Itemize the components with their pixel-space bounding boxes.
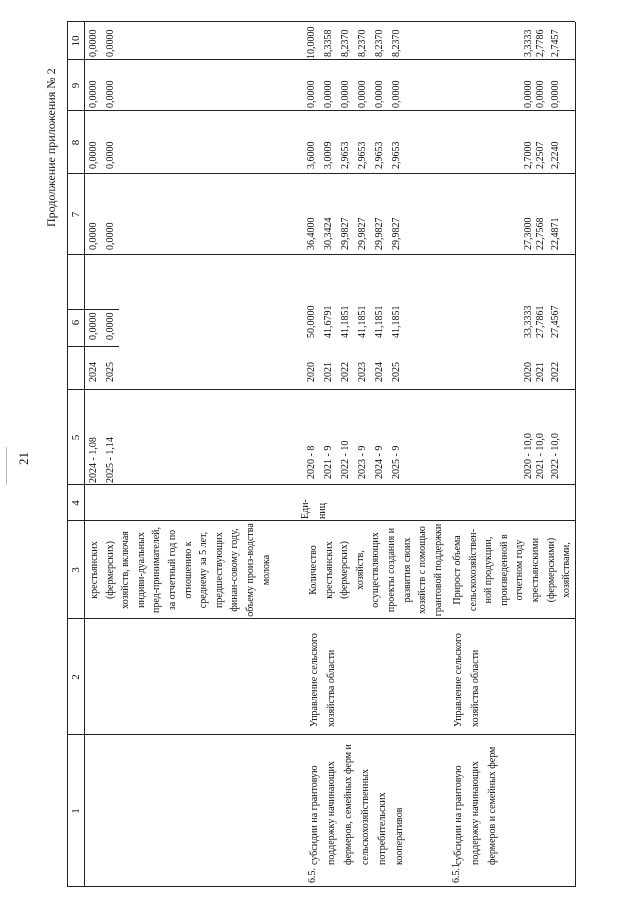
top-row-c9-0: 0,0000 (88, 141, 99, 169)
row-65-c8-2: 29,9827 (340, 217, 351, 250)
col-border-9-10 (67, 59, 575, 60)
top-row-c6-1: 2025 (105, 362, 116, 382)
row-65-c11-1: 8,3358 (323, 29, 334, 57)
row-65-c11-4: 8,2370 (374, 29, 385, 57)
row-65-c5-3: 2023 - 9 (357, 445, 368, 479)
row-65-c10-3: 0,0000 (357, 80, 368, 108)
row-651-c7-0: 33,3333 (523, 305, 534, 338)
row-651-c10-1: 0,0000 (535, 80, 546, 108)
top-row-c10-1: 0,0000 (105, 80, 116, 108)
row-651-c8-2: 22,4871 (550, 217, 561, 250)
row-65-c8-4: 29,9827 (374, 217, 385, 250)
row-651-name: субсидии на грантовую поддержку начинающих фермеров и семейных ферм (453, 746, 498, 865)
col-border-left (67, 886, 575, 887)
col-border-4-5 (67, 484, 575, 485)
row-65-c5-1: 2021 - 9 (323, 445, 334, 479)
row-651-c11-0: 3,3333 (523, 29, 534, 57)
col-border-7-8 (67, 173, 575, 174)
header-col-6: 6 (70, 319, 82, 326)
row-651-c6-0: 2020 (523, 362, 534, 382)
top-row-c7-0: 0,0000 (88, 312, 99, 340)
row-65-c9-5: 2,9653 (391, 141, 402, 169)
col-border-6-7 (67, 254, 575, 255)
row-65-unit: Еди-ниц (300, 499, 328, 519)
row-65-c10-2: 0,0000 (340, 80, 351, 108)
row-65-c10-5: 0,0000 (391, 80, 402, 108)
row-651-c9-2: 2,2240 (550, 141, 561, 169)
continuation-title: Продолжение приложения № 2 (44, 68, 58, 227)
row-65-c10-1: 0,0000 (323, 80, 334, 108)
row-65-number: 6.5. (307, 868, 318, 883)
header-col-7: 7 (70, 211, 82, 218)
col-border-right (67, 21, 575, 22)
scan-artifact (6, 447, 7, 485)
header-col-4: 4 (70, 500, 82, 506)
row-651-number: 6.5.1 (451, 863, 462, 883)
page-number: 21 (16, 452, 31, 465)
row-65-c5-4: 2024 - 9 (374, 445, 385, 479)
col-border-5-6 (67, 389, 575, 390)
row-65-c11-2: 8,2370 (340, 29, 351, 57)
row-65-c6-1: 2021 (323, 362, 334, 382)
top-row-c7-1: 0,0000 (105, 312, 116, 340)
row-65-c9-2: 2,9653 (340, 141, 351, 169)
row-65-c8-5: 29,9827 (391, 217, 402, 250)
row-651-indicator: Прирост объема сельскохозяйствен-ной продукции, произведенной в отчетном году крестьянскими (фермерскими) хозяйствами, (452, 528, 573, 612)
row-65-c7-3: 41,1851 (357, 305, 368, 338)
top-row-c6-0: 2024 (88, 362, 99, 382)
col-border-3-4 (67, 520, 575, 521)
row-651-c11-1: 2,7786 (535, 29, 546, 57)
header-col-1: 1 (70, 808, 82, 814)
top-row-c8-0: 0,0000 (88, 222, 99, 250)
row-65-c6-5: 2025 (391, 362, 402, 382)
row-651-c8-1: 22,7568 (535, 217, 546, 250)
top-row-c11-0: 0,0000 (88, 29, 99, 57)
row-651-c7-2: 27,4567 (550, 305, 561, 338)
row-65-c9-3: 2,9653 (357, 141, 368, 169)
col-border-8-9 (67, 110, 575, 111)
row-651-c11-2: 2,7457 (550, 29, 561, 57)
header-col-5: 5 (70, 434, 82, 441)
row-65-c6-4: 2024 (374, 362, 385, 382)
header-col-2: 2 (70, 674, 82, 680)
header-col-9: 9 (70, 82, 82, 89)
top-row-c10-0: 0,0000 (88, 80, 99, 108)
row-651-c5-1: 2021 - 10,0 (535, 433, 546, 479)
row-651-c10-2: 0,0000 (550, 80, 561, 108)
row-651-c5-0: 2020 - 10,0 (523, 433, 534, 479)
row-65-c9-0: 3,6000 (306, 141, 317, 169)
row-65-c9-4: 2,9653 (374, 141, 385, 169)
table-border-bottom (575, 22, 576, 887)
top-row-c8-1: 0,0000 (105, 222, 116, 250)
row-65-c5-0: 2020 - 8 (306, 445, 317, 479)
row-651-c6-2: 2022 (550, 362, 561, 382)
row-651-c5-2: 2022 - 10,0 (550, 433, 561, 479)
top-row-c11-1: 0,0000 (105, 29, 116, 57)
row-65-name: субсидии на грантовую поддержку начинающих фермеров, семейных ферм и сельскохозяйственных потребительских кооперативов (309, 744, 405, 865)
row-65-c6-0: 2020 (306, 362, 317, 382)
col-border-1-2 (67, 734, 575, 735)
row-65-c11-0: 10,0000 (306, 26, 317, 59)
row-65-c7-5: 41,1851 (391, 305, 402, 338)
row-65-executor: Управление сельского хозяйства области (309, 633, 337, 727)
row-651-c7-1: 27,7861 (535, 305, 546, 338)
top-row-c5-1: 2025 - 1,14 (105, 437, 116, 483)
row-65-c5-2: 2022 - 10 (340, 440, 351, 479)
row-65-indicator: Количество крестьянских (фермерских) хозяйств, осуществляющих проекты создания и развития своих хозяйств с помощью грантовой поддержки (308, 523, 444, 617)
header-col-8: 8 (70, 139, 82, 146)
row-65-c6-2: 2022 (340, 362, 351, 382)
row-65-c5-5: 2025 - 9 (391, 445, 402, 479)
row-65-c7-2: 41,1851 (340, 305, 351, 338)
row-65-c7-4: 41,1851 (374, 305, 385, 338)
row-65-c9-1: 3,0009 (323, 141, 334, 169)
row-65-c7-0: 50,0000 (306, 305, 317, 338)
row-65-c11-5: 8,2370 (391, 29, 402, 57)
row-65-c10-4: 0,0000 (374, 80, 385, 108)
row-651-c8-0: 27,3000 (523, 217, 534, 250)
row-65-c6-3: 2023 (357, 362, 368, 382)
row-651-c10-0: 0,0000 (523, 80, 534, 108)
table-header-bottom (84, 22, 85, 887)
top-row-c9-1: 0,0000 (105, 141, 116, 169)
row-65-c8-1: 30,3424 (323, 217, 334, 250)
row-65-c11-3: 8,2370 (357, 29, 368, 57)
row-65-c7-1: 41,6791 (323, 305, 334, 338)
row-65-c8-0: 36,4000 (306, 217, 317, 250)
row-65-c10-0: 0,0000 (306, 80, 317, 108)
top-row-indicator: крестьянских (фермерских) хозяйств, включая индиви-дуальных пред-принимателей, за отчетный год по отношению к среднему за 5 лет, предшествующих финан-совому году, объему произ-водства молока (89, 523, 272, 617)
row-651-c6-1: 2021 (535, 362, 546, 382)
header-col-10: 10 (70, 35, 82, 47)
row-651-executor: Управление сельского хозяйства области (453, 633, 481, 727)
top-row-c5-0: 2024 - 1,08 (88, 437, 99, 483)
header-col-3: 3 (70, 567, 82, 573)
row-65-c8-3: 29,9827 (357, 217, 368, 250)
col-border-2-3 (67, 618, 575, 619)
table-border-top (67, 22, 68, 887)
row-651-c9-1: 2,2507 (535, 141, 546, 169)
row-651-c9-0: 2,7000 (523, 141, 534, 169)
